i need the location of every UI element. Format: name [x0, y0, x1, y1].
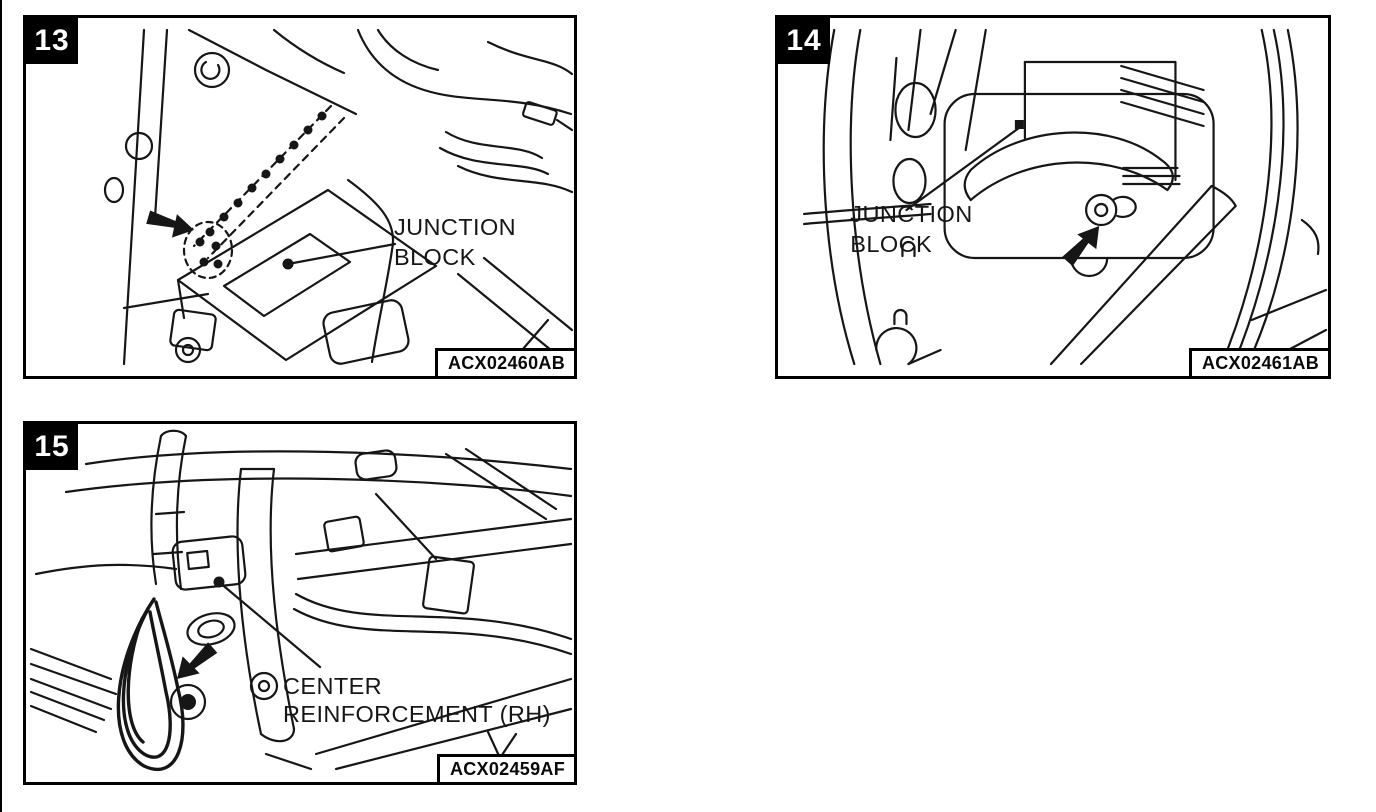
grommet-dot — [180, 694, 196, 710]
junction-block-label-line2: BLOCK — [850, 231, 933, 257]
figure-code-box — [1189, 348, 1328, 376]
figure-code: ACX02461AB — [1201, 353, 1319, 373]
figure-code-box — [437, 754, 574, 782]
figure-15-line-drawing — [26, 424, 574, 782]
pointer-arrow-icon — [1060, 219, 1109, 272]
callout-leader — [214, 577, 321, 668]
bolt-hole-dots — [196, 112, 327, 269]
figure-15-panel — [23, 421, 577, 785]
figure-number-badge — [778, 18, 830, 64]
figure-code: ACX02460AB — [447, 353, 565, 373]
figure-13-panel — [23, 15, 577, 379]
harness-loop-sketch — [118, 599, 183, 769]
junction-block-area-sketch — [804, 30, 1326, 364]
pedal-bracket-sketch — [105, 30, 572, 366]
figure-13-line-drawing — [26, 18, 574, 376]
page-edge-line — [0, 0, 2, 812]
figure-14-panel — [775, 15, 1331, 379]
figure-code: ACX02459AF — [449, 759, 565, 779]
callout-leader — [283, 244, 396, 270]
pointer-arrow-icon — [145, 208, 197, 241]
figure-14-line-drawing — [778, 18, 1328, 376]
junction-block-label-line1: JUNCTION — [850, 201, 973, 227]
figure-code-box — [435, 348, 574, 376]
figure-number-badge — [26, 18, 78, 64]
junction-block-label-line2: BLOCK — [394, 244, 476, 270]
figure-number: 14 — [786, 24, 822, 57]
figure-number: 15 — [34, 430, 70, 463]
figure-number-badge — [26, 424, 78, 470]
center-reinforcement-label-line2: REINFORCEMENT (RH) — [283, 701, 551, 727]
junction-block-label-line1: JUNCTION — [394, 214, 516, 240]
center-reinforcement-label-line1: CENTER — [283, 673, 383, 699]
figure-number: 13 — [34, 24, 70, 57]
